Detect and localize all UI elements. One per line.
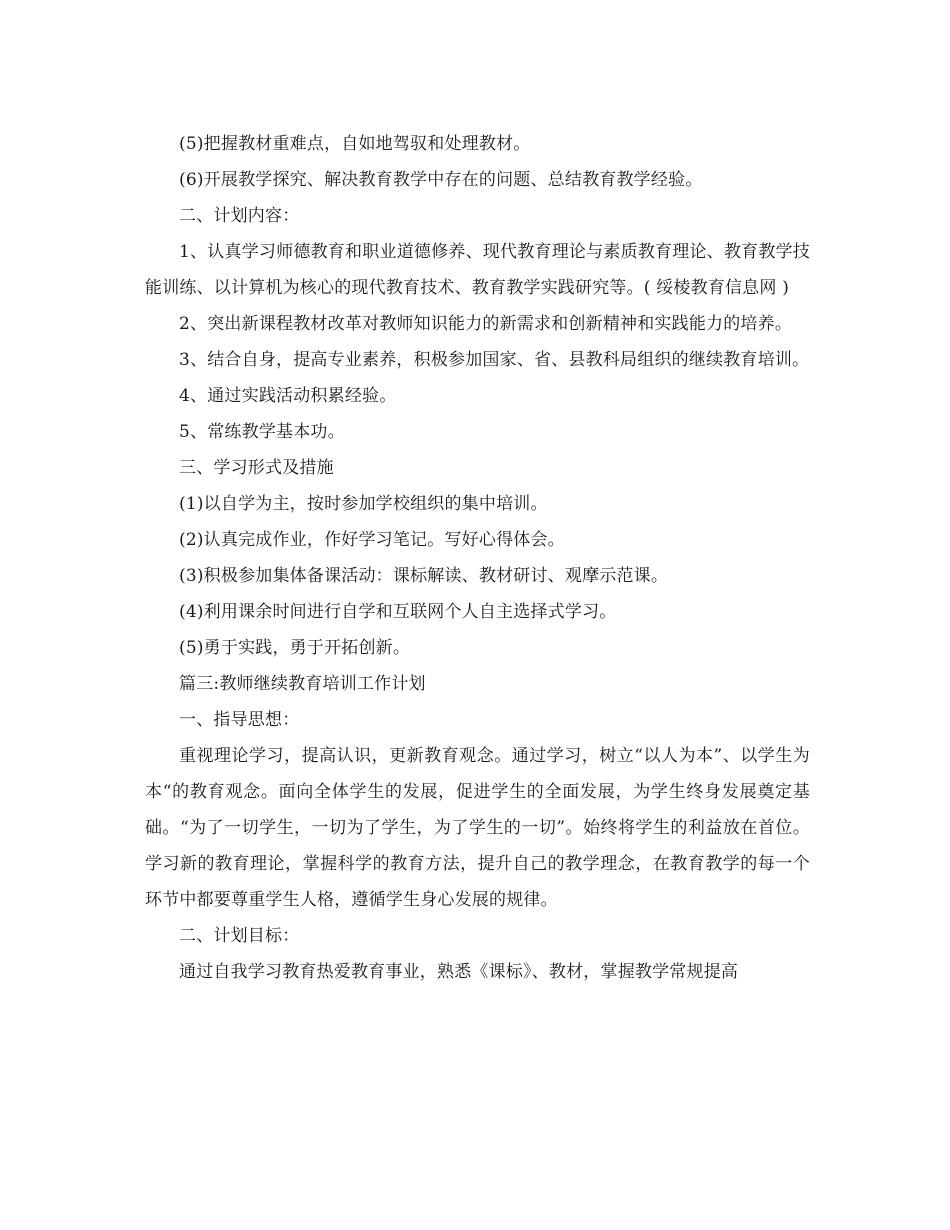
paragraph-14: 通过自我学习教育热爱教育事业，熟悉《课标》、教材，掌握教学常规提高 (179, 962, 739, 982)
paragraph-3: 1、认真学习师德教育和职业道德修养、现代教育理论与素质教育理论、教育教学技能训练、以计算机为核心的现代教育技术、教育教学实践研究等。( 绥棱教育信息网 ) (145, 242, 810, 298)
paragraph-8: (1)以自学为主，按时参加学校组织的集中培训。 (179, 494, 548, 514)
paragraph-7: 5、常练教学基本功。 (179, 422, 345, 442)
section-heading-guiding-thought: 一、指导思想： (179, 710, 300, 730)
document-body (145, 126, 810, 990)
paragraph-13: 重视理论学习，提高认识，更新教育观念。通过学习，树立“以人为本”、以学生为本“的教育观念。面向全体学生的发展，促进学生的全面发展，为学生终身发展奠定基础。“为了一切学生，一切为了学生，为了学生的一切”。始终将学生的利益放在首位。学习新的教育理论，掌握科学的教育方法，提升自己的教学理念，在教育教学的每一个环节中都要尊重学生人格，遵循学生身心发展的规律。 (145, 746, 810, 910)
paragraph-5: 3、结合自身，提高专业素养，积极参加国家、省、县教科局组织的继续教育培训。 (179, 350, 810, 370)
paragraph-2: (6)开展教学探究、解决教育教学中存在的问题、总结教育教学经验。 (179, 170, 703, 190)
paragraph-4: 2、突出新课程教材改革对教师知识能力的新需求和创新精神和实践能力的培养。 (179, 314, 793, 334)
paragraph-6: 4、通过实践活动积累经验。 (179, 386, 397, 406)
paragraph-1: (5)把握教材重难点，自如地驾驭和处理教材。 (179, 134, 531, 154)
paragraph-9: (2)认真完成作业，作好学习笔记。写好心得体会。 (179, 530, 565, 550)
section-heading-learning-forms: 三、学习形式及措施 (179, 458, 334, 478)
section-heading-plan-content: 二、计划内容： (179, 206, 300, 226)
paragraph-10: (3)积极参加集体备课活动：课标解读、教材研讨、观摩示范课。 (179, 566, 669, 586)
paragraph-12: (5)勇于实践，勇于开拓创新。 (179, 638, 411, 658)
section-heading-plan-goals: 二、计划目标： (179, 926, 300, 946)
chapter-title: 篇三:教师继续教育培训工作计划 (179, 674, 426, 694)
paragraph-11: (4)利用课余时间进行自学和互联网个人自主选择式学习。 (179, 602, 617, 622)
